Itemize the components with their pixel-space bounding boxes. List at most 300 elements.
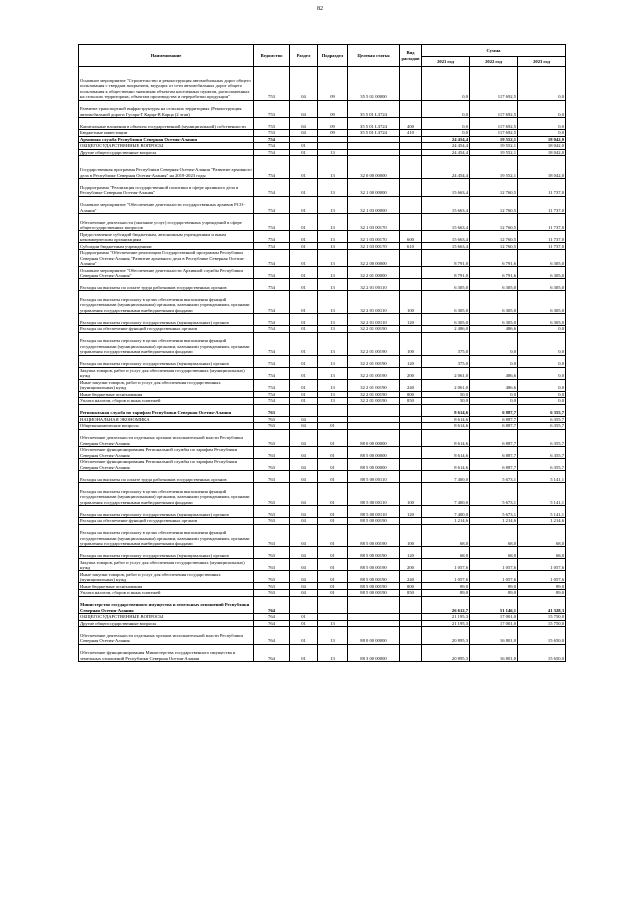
row-ministry: 764 (254, 620, 290, 627)
row-ministry: 763 (254, 559, 290, 571)
row-2021: 1 214,6 (422, 518, 470, 525)
row-2023: 11 737,0 (518, 213, 566, 230)
table-row (79, 447, 566, 459)
row-section: 01 (290, 355, 318, 367)
row-2023: 6 305,0 (518, 291, 566, 314)
row-expense-type (400, 423, 422, 430)
row-target: 88 5 00 00190 (348, 524, 400, 547)
row-ministry: 753 (254, 129, 290, 136)
row-ministry: 763 (254, 571, 290, 583)
table-row (79, 231, 566, 243)
row-target: 88 3 00 00000 (348, 644, 400, 661)
table-row (79, 506, 566, 518)
table-row (79, 314, 566, 326)
row-2023: 5 141,1 (518, 506, 566, 518)
row-ministry: 754 (254, 231, 290, 243)
row-expense-type: 100 (400, 483, 422, 506)
row-2023: 6 305,0 (518, 267, 566, 279)
table-row (79, 117, 566, 129)
row-expense-type (400, 644, 422, 661)
row-2023: 0,0 (518, 326, 566, 333)
row-expense-type: 850 (400, 590, 422, 597)
row-target (348, 149, 400, 156)
row-2021: 7 400,0 (422, 506, 470, 518)
row-expense-type: 400 (400, 117, 422, 129)
row-section: 04 (290, 447, 318, 459)
row-2022: 12 760,5 (470, 231, 518, 243)
row-name: Другие общегосударственные вопросы (79, 149, 254, 156)
row-2021: 21 195,3 (422, 620, 470, 627)
row-ministry: 763 (254, 590, 290, 597)
row-target (348, 416, 400, 423)
row-subsection: 13 (318, 367, 348, 379)
row-subsection: 13 (318, 314, 348, 326)
row-target: 32 0 00 00000 (348, 156, 400, 179)
table-row (79, 620, 566, 627)
row-2022: 5 673,1 (470, 471, 518, 483)
row-2022: 6 887,7 (470, 429, 518, 446)
row-subsection: 13 (318, 391, 348, 398)
row-2022: 1 057,6 (470, 571, 518, 583)
table-row (79, 249, 566, 266)
row-section: 01 (290, 179, 318, 196)
row-2022: 89,0 (470, 583, 518, 590)
row-expense-type (400, 447, 422, 459)
row-2022: 6 791,6 (470, 249, 518, 266)
row-subsection: 01 (318, 583, 348, 590)
row-subsection: 01 (318, 524, 348, 547)
row-2021: 6 305,0 (422, 314, 470, 326)
row-2022: 6 887,7 (470, 404, 518, 416)
row-2022: 117 692,5 (470, 129, 518, 136)
row-section: 01 (290, 156, 318, 179)
row-2022: 19 552,1 (470, 156, 518, 179)
row-name: Бюджетные инвестиции (79, 129, 254, 136)
row-subsection: 13 (318, 398, 348, 405)
row-target: 32 2 01 00110 (348, 314, 400, 326)
row-ministry: 763 (254, 471, 290, 483)
row-2021: 375,0 (422, 332, 470, 355)
row-expense-type: 120 (400, 547, 422, 559)
row-name: Общеэкономические вопросы (79, 423, 254, 430)
row-2023: 6 305,0 (518, 249, 566, 266)
row-ministry: 754 (254, 355, 290, 367)
row-target: 32 2 01 00190 (348, 332, 400, 355)
row-2022: 5 673,1 (470, 506, 518, 518)
table-row (79, 596, 566, 613)
row-subsection (318, 404, 348, 416)
row-section: 04 (290, 423, 318, 430)
row-name: Закупка товаров, работ и услуг для обеспечения государственных (муниципальных) нужд (79, 367, 254, 379)
row-section: 01 (290, 267, 318, 279)
table-row (79, 379, 566, 391)
row-subsection: 09 (318, 129, 348, 136)
row-2022: 68,0 (470, 547, 518, 559)
row-section: 01 (290, 367, 318, 379)
row-name: Уплата налогов, сборов и иных платежей (79, 590, 254, 597)
row-name: Расходы на выплаты по оплате труда работников государственных органов (79, 471, 254, 483)
row-expense-type: 120 (400, 314, 422, 326)
row-expense-type (400, 471, 422, 483)
row-2022: 17 001,0 (470, 614, 518, 621)
table-row (79, 179, 566, 196)
table-row (79, 614, 566, 621)
table-row (79, 644, 566, 661)
table-row (79, 627, 566, 644)
row-section: 04 (290, 583, 318, 590)
row-name: Расходы на выплаты персоналу государственных (муниципальных) органов (79, 547, 254, 559)
row-expense-type: 200 (400, 367, 422, 379)
row-name: Основное мероприятие "Обеспечение деятельности Архивной службы Республики Северная Осетия-Алания" (79, 267, 254, 279)
row-subsection (318, 614, 348, 621)
row-ministry: 763 (254, 483, 290, 506)
row-name: Региональная служба по тарифам Республики Северная Осетия-Алания (79, 404, 254, 416)
table-row (79, 332, 566, 355)
table-row (79, 196, 566, 213)
row-2022: 16 801,0 (470, 644, 518, 661)
row-2023: 11 737,0 (518, 231, 566, 243)
row-expense-type (400, 249, 422, 266)
row-2022: 6 305,0 (470, 314, 518, 326)
row-2021: 15 663,4 (422, 179, 470, 196)
row-subsection (318, 143, 348, 150)
row-expense-type: 240 (400, 379, 422, 391)
row-2022: 486,6 (470, 379, 518, 391)
row-2022: 89,0 (470, 590, 518, 597)
row-section: 04 (290, 459, 318, 471)
row-2023: 41 328,3 (518, 596, 566, 613)
row-expense-type: 600 (400, 231, 422, 243)
row-section: 04 (290, 129, 318, 136)
row-target: 88 5 00 00190 (348, 590, 400, 597)
table-row (79, 559, 566, 571)
row-2023: 0,0 (518, 332, 566, 355)
row-2021: 0,0 (422, 117, 470, 129)
header-subsection: Подраздел (318, 45, 348, 67)
row-2021: 50,0 (422, 391, 470, 398)
row-2023: 0,0 (518, 355, 566, 367)
row-2021: 89,0 (422, 583, 470, 590)
row-section: 04 (290, 483, 318, 506)
row-section: 01 (290, 398, 318, 405)
row-section: 04 (290, 117, 318, 129)
row-2022: 1 214,6 (470, 518, 518, 525)
row-expense-type: 100 (400, 332, 422, 355)
table-row (79, 398, 566, 405)
row-expense-type (400, 627, 422, 644)
row-expense-type (400, 100, 422, 117)
row-target: 32 1 03 00170 (348, 213, 400, 230)
row-2023: 15 650,0 (518, 627, 566, 644)
row-name: Обеспечение деятельности (оказание услуг) государственных учреждений в сфере общегосударственных вопросов (79, 213, 254, 230)
row-2023: 6 305,0 (518, 314, 566, 326)
table-row (79, 429, 566, 446)
row-subsection (318, 416, 348, 423)
row-2021: 20 895,3 (422, 627, 470, 644)
table-row (79, 459, 566, 471)
table-row (79, 143, 566, 150)
row-expense-type: 200 (400, 559, 422, 571)
row-2023: 18 042,0 (518, 156, 566, 179)
table-row (79, 416, 566, 423)
row-2023: 89,0 (518, 583, 566, 590)
row-subsection: 01 (318, 447, 348, 459)
row-name: Государственная программа Республики Северная Осетия-Алания "Развитие архивного дела в Республике Северная Осетия-Алания" на 2019-2023 годы (79, 156, 254, 179)
row-2021: 2 486,0 (422, 326, 470, 333)
row-section (290, 136, 318, 143)
row-2021: 0,0 (422, 67, 470, 101)
row-target (348, 143, 400, 150)
row-ministry: 753 (254, 67, 290, 101)
row-target: 32 1 03 00170 (348, 243, 400, 250)
row-section: 04 (290, 471, 318, 483)
row-target: 32 2 01 00190 (348, 355, 400, 367)
row-ministry: 754 (254, 243, 290, 250)
row-expense-type: 800 (400, 391, 422, 398)
row-2021: 8 614,6 (422, 429, 470, 446)
row-subsection: 13 (318, 249, 348, 266)
table-header (79, 45, 566, 67)
row-2022: 5 673,1 (470, 483, 518, 506)
row-name: ОБЩЕГОСУДАРСТВЕННЫЕ ВОПРОСЫ (79, 614, 254, 621)
row-expense-type: 120 (400, 355, 422, 367)
row-expense-type: 800 (400, 583, 422, 590)
row-2023: 15 750,0 (518, 614, 566, 621)
row-expense-type (400, 279, 422, 291)
row-2022: 6 887,7 (470, 423, 518, 430)
row-2022: 117 692,5 (470, 100, 518, 117)
row-2021: 15 663,4 (422, 231, 470, 243)
row-2023: 6 355,7 (518, 404, 566, 416)
header-expense-type: Вид расходов (400, 45, 422, 67)
header-2023: 2023 год (518, 57, 566, 67)
row-ministry: 754 (254, 196, 290, 213)
row-2023: 0,0 (518, 379, 566, 391)
row-2021: 68,0 (422, 524, 470, 547)
row-target: 88 5 00 00190 (348, 571, 400, 583)
row-subsection: 01 (318, 506, 348, 518)
row-expense-type: 850 (400, 398, 422, 405)
row-ministry: 754 (254, 179, 290, 196)
row-ministry: 763 (254, 459, 290, 471)
row-2021: 1 057,6 (422, 571, 470, 583)
row-name: Обеспечение функционирования Министерства государственного имущества и земельных отношений Республики Северная Осетия-Алания (79, 644, 254, 661)
row-2023: 68,0 (518, 547, 566, 559)
row-2022: 117 692,5 (470, 117, 518, 129)
row-target: 32 2 01 00190 (348, 391, 400, 398)
row-section: 01 (290, 314, 318, 326)
row-ministry: 763 (254, 524, 290, 547)
page-number: 82 (317, 6, 323, 12)
row-name: Обеспечение деятельности отдельных органов исполнительной власти Республики Северная Осетия-Алания (79, 627, 254, 644)
header-target: Целевая статья (348, 45, 400, 67)
row-2023: 6 355,7 (518, 459, 566, 471)
row-2022: 0,0 (470, 355, 518, 367)
table-row (79, 547, 566, 559)
row-ministry: 763 (254, 416, 290, 423)
row-2021: 21 195,3 (422, 614, 470, 621)
row-name: Уплата налогов, сборов и иных платежей (79, 398, 254, 405)
row-2023: 18 042,0 (518, 149, 566, 156)
row-expense-type (400, 196, 422, 213)
table-row (79, 423, 566, 430)
row-target (348, 423, 400, 430)
row-expense-type: 100 (400, 524, 422, 547)
row-2023: 68,0 (518, 524, 566, 547)
row-2021: 2 061,0 (422, 367, 470, 379)
row-expense-type (400, 596, 422, 613)
row-name: Основное мероприятие "Строительство и реконструкция автомобильных дорог общего пользования с твердым покрытием, ведущих от сети автомобильных дорог общего пользования к общественно значимым объектам населенных пунктов, расположенных на сельских территориях, объектам производства и переработки продукции" (79, 67, 254, 101)
row-target: 88 0 00 00000 (348, 429, 400, 446)
row-name: Обеспечение деятельности отдельных органов исполнительной власти Республики Северная Осетия-Алания (79, 429, 254, 446)
row-ministry: 754 (254, 136, 290, 143)
row-2021: 24 454,4 (422, 143, 470, 150)
row-2021: 8 614,6 (422, 404, 470, 416)
row-name: Расходы на выплаты персоналу в целях обеспечения выполнения функций государственными (муниципальными) органами, казенными учреждениями, органами управления государственными внебюджетными фондами (79, 291, 254, 314)
row-section: 04 (290, 590, 318, 597)
row-ministry: 763 (254, 506, 290, 518)
header-name: Наименование (79, 45, 254, 67)
table-row (79, 156, 566, 179)
row-2022: 19 552,1 (470, 143, 518, 150)
header-2021: 2021 год (422, 57, 470, 67)
row-ministry: 764 (254, 614, 290, 621)
row-target: 88 5 00 00190 (348, 518, 400, 525)
row-name: Закупка товаров, работ и услуг для обеспечения государственных (муниципальных) нужд (79, 559, 254, 571)
table-row (79, 136, 566, 143)
row-expense-type (400, 179, 422, 196)
row-target: 32 1 00 00000 (348, 179, 400, 196)
row-2022: 6 887,7 (470, 447, 518, 459)
row-name: Расходы на выплаты персоналу в целях обеспечения выполнения функций государственными (муниципальными) органами, казенными учреждениями, органами управления государственными внебюджетными фондами (79, 332, 254, 355)
row-target: 32 2 00 00000 (348, 249, 400, 266)
row-section: 04 (290, 416, 318, 423)
row-target: 88 5 00 00110 (348, 483, 400, 506)
row-section: 01 (290, 644, 318, 661)
row-ministry: 753 (254, 117, 290, 129)
row-expense-type: 100 (400, 291, 422, 314)
row-expense-type (400, 267, 422, 279)
row-name: Предоставление субсидий бюджетным, автономным учреждениям и иным некоммерческим организациям (79, 231, 254, 243)
row-name: Развитие транспортной инфраструктуры на сельских территориях (Реконструкция автомобильной дороги Гусара-Г Карца-В Карца (2 этап) (79, 100, 254, 117)
row-2021: 8 614,6 (422, 447, 470, 459)
row-expense-type (400, 156, 422, 179)
row-2021: 26 612,7 (422, 596, 470, 613)
table-body (79, 67, 566, 662)
table-row (79, 483, 566, 506)
row-subsection: 13 (318, 149, 348, 156)
row-expense-type (400, 620, 422, 627)
row-2023: 15 650,0 (518, 644, 566, 661)
row-target: 88 0 00 00000 (348, 627, 400, 644)
row-ministry: 754 (254, 391, 290, 398)
row-2023: 0,0 (518, 367, 566, 379)
table-row (79, 355, 566, 367)
row-2023: 1 057,6 (518, 571, 566, 583)
row-section: 01 (290, 143, 318, 150)
row-section: 01 (290, 196, 318, 213)
row-ministry: 763 (254, 447, 290, 459)
row-section: 04 (290, 559, 318, 571)
row-2023: 11 737,0 (518, 243, 566, 250)
row-section: 04 (290, 524, 318, 547)
row-subsection: 01 (318, 483, 348, 506)
row-target: 88 5 00 00110 (348, 471, 400, 483)
row-target: 35 5 01 L3724 (348, 117, 400, 129)
row-section: 01 (290, 620, 318, 627)
row-expense-type (400, 404, 422, 416)
row-expense-type: 120 (400, 506, 422, 518)
row-name: Другие общегосударственные вопросы (79, 620, 254, 627)
row-2023: 1 057,6 (518, 559, 566, 571)
row-name: Расходы на выплаты персоналу в целях обеспечения выполнения функций государственными (муниципальными) органами, казенными учреждениями, органами управления государственными внебюджетными фондами (79, 524, 254, 547)
row-2021: 8 614,6 (422, 423, 470, 430)
row-expense-type: 610 (400, 243, 422, 250)
row-2021: 20 895,3 (422, 644, 470, 661)
row-ministry: 754 (254, 143, 290, 150)
row-2022: 0,0 (470, 398, 518, 405)
row-ministry: 754 (254, 332, 290, 355)
row-target (348, 596, 400, 613)
row-2023: 0,0 (518, 391, 566, 398)
row-section: 01 (290, 326, 318, 333)
row-subsection: 13 (318, 156, 348, 179)
row-2023: 0,0 (518, 117, 566, 129)
row-name: Расходы на обеспечение функций государственных органов (79, 326, 254, 333)
row-section (290, 596, 318, 613)
row-2022: 12 760,5 (470, 179, 518, 196)
row-subsection: 13 (318, 291, 348, 314)
row-2022: 68,0 (470, 524, 518, 547)
row-2022: 117 692,5 (470, 67, 518, 101)
row-subsection: 01 (318, 471, 348, 483)
row-name: Иные бюджетные ассигнования (79, 391, 254, 398)
row-subsection: 13 (318, 620, 348, 627)
row-subsection: 01 (318, 518, 348, 525)
row-2021: 375,0 (422, 355, 470, 367)
table-row (79, 149, 566, 156)
row-target: 88 5 00 00110 (348, 506, 400, 518)
row-name: Обеспечение функционирования Региональной службы по тарифам Республики Северная Осетия-Алания (79, 459, 254, 471)
row-2023: 0,0 (518, 398, 566, 405)
row-section: 01 (290, 149, 318, 156)
row-ministry: 754 (254, 149, 290, 156)
row-2021: 0,0 (422, 100, 470, 117)
row-2023: 0,0 (518, 100, 566, 117)
row-2022: 0,0 (470, 332, 518, 355)
row-target: 88 5 00 00000 (348, 459, 400, 471)
row-2022: 12 760,5 (470, 243, 518, 250)
row-target: 35 5 01 00000 (348, 67, 400, 101)
row-2021: 8 614,6 (422, 416, 470, 423)
table-row (79, 279, 566, 291)
row-2022: 12 760,5 (470, 196, 518, 213)
row-expense-type: 240 (400, 571, 422, 583)
row-ministry: 754 (254, 156, 290, 179)
row-subsection: 01 (318, 547, 348, 559)
row-2021: 15 663,4 (422, 213, 470, 230)
row-ministry: 753 (254, 100, 290, 117)
row-name: Расходы на выплаты по оплате труда работников государственных органов (79, 279, 254, 291)
row-expense-type (400, 149, 422, 156)
row-subsection (318, 136, 348, 143)
row-ministry: 763 (254, 518, 290, 525)
row-ministry: 763 (254, 404, 290, 416)
row-target: 32 2 01 00190 (348, 398, 400, 405)
row-section: 01 (290, 379, 318, 391)
row-ministry: 754 (254, 314, 290, 326)
row-2022: 6 791,6 (470, 267, 518, 279)
